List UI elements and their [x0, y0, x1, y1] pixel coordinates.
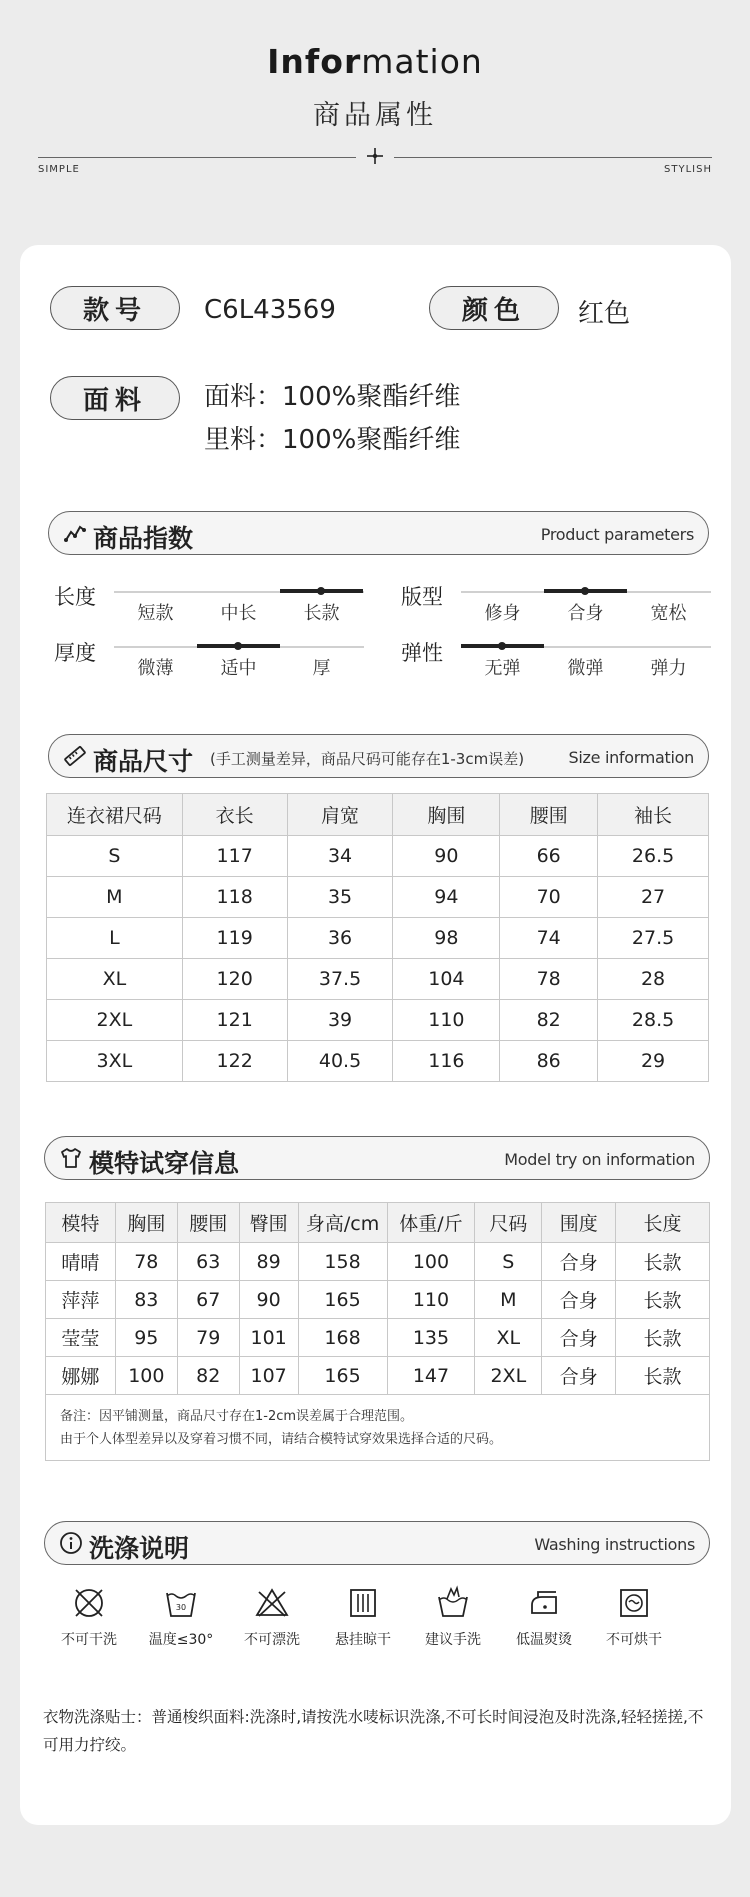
- table-cell: 37.5: [287, 959, 393, 1000]
- param-scale-length: [114, 581, 364, 624]
- scale-option: 合身: [567, 603, 604, 624]
- scale-option: 宽松: [650, 603, 687, 624]
- scale-selected-dot: [581, 587, 589, 595]
- model-table: [45, 1202, 710, 1461]
- table-cell: M: [475, 1281, 542, 1319]
- wash-item: [589, 1585, 679, 1649]
- table-header-cell: 衣长: [182, 794, 287, 836]
- table-cell: 74: [500, 918, 598, 959]
- header-small-left: SIMPLE: [38, 164, 80, 175]
- table-cell: 40.5: [287, 1041, 393, 1082]
- table-cell: 29: [598, 1041, 709, 1082]
- table-header-cell: 胸围: [393, 794, 500, 836]
- table-cell: 2XL: [475, 1357, 542, 1395]
- table-cell: 长款: [616, 1319, 710, 1357]
- table-header-row: [46, 1203, 710, 1243]
- hang-dry-icon: [345, 1585, 381, 1621]
- section-title: 商品指数: [93, 524, 194, 553]
- table-cell: 110: [393, 1000, 500, 1041]
- table-cell: L: [47, 918, 183, 959]
- wash-item: [499, 1585, 589, 1649]
- table-cell: XL: [47, 959, 183, 1000]
- section-en-title: Washing instructions: [534, 1535, 695, 1554]
- wash-label: 不可干洗: [61, 1632, 117, 1648]
- table-cell: 104: [393, 959, 500, 1000]
- section-title: 模特试穿信息: [89, 1149, 240, 1178]
- table-cell: 26.5: [598, 836, 709, 877]
- table-cell: 83: [115, 1281, 177, 1319]
- table-header-cell: 腰围: [177, 1203, 239, 1243]
- table-cell: 90: [239, 1281, 298, 1319]
- hand-wash-icon: [435, 1585, 471, 1621]
- scale-option: 厚: [312, 658, 331, 679]
- color-value: 红色: [578, 299, 631, 329]
- wash-item: [136, 1585, 226, 1649]
- table-cell: 娜娜: [46, 1357, 116, 1395]
- table-header-cell: 模特: [46, 1203, 116, 1243]
- table-cell: 长款: [616, 1281, 710, 1319]
- table-header-cell: 体重/斤: [387, 1203, 475, 1243]
- header-title-light: mation: [361, 42, 483, 81]
- washing-tips: 衣物洗涤贴士：普通梭织面料:洗涤时,请按洗水唛标识洗涤,不可长时间浸泡及时洗涤,轻轻搓搓,不可用力拧绞。: [43, 1708, 704, 1754]
- table-row: [47, 1041, 709, 1082]
- wash-label: 低温熨烫: [516, 1632, 572, 1648]
- table-row: [46, 1281, 710, 1319]
- table-cell: 117: [182, 836, 287, 877]
- table-cell: 165: [298, 1357, 387, 1395]
- table-cell: 120: [182, 959, 287, 1000]
- table-cell: 长款: [616, 1357, 710, 1395]
- table-header-cell: 尺码: [475, 1203, 542, 1243]
- table-cell: 67: [177, 1281, 239, 1319]
- table-cell: 107: [239, 1357, 298, 1395]
- svg-text:30: 30: [175, 1603, 187, 1612]
- table-cell: 119: [182, 918, 287, 959]
- scale-selected-dot: [498, 642, 506, 650]
- wash-item: [227, 1585, 317, 1649]
- table-cell: 168: [298, 1319, 387, 1357]
- table-cell: M: [47, 877, 183, 918]
- table-header-cell: 臀围: [239, 1203, 298, 1243]
- scale-option: 微薄: [137, 658, 174, 679]
- param-scale-thickness: [114, 636, 364, 679]
- scale-option: 中长: [220, 603, 257, 624]
- table-cell: 135: [387, 1319, 475, 1357]
- no-dry-clean-icon: [71, 1585, 107, 1621]
- table-cell: 100: [387, 1243, 475, 1281]
- low-iron-icon: [526, 1585, 562, 1621]
- table-cell: 89: [239, 1243, 298, 1281]
- table-cell: 147: [387, 1357, 475, 1395]
- table-cell: 82: [500, 1000, 598, 1041]
- table-cell: 158: [298, 1243, 387, 1281]
- section-product-parameters: [48, 511, 709, 555]
- table-cell: 98: [393, 918, 500, 959]
- table-cell: 合身: [542, 1319, 616, 1357]
- table-cell: 95: [115, 1319, 177, 1357]
- section-title: 洗涤说明: [89, 1534, 190, 1563]
- table-cell: 27: [598, 877, 709, 918]
- table-row: [47, 877, 709, 918]
- table-cell: 121: [182, 1000, 287, 1041]
- table-cell: S: [475, 1243, 542, 1281]
- table-cell: 165: [298, 1281, 387, 1319]
- wash-item: [318, 1585, 408, 1649]
- table-cell: 116: [393, 1041, 500, 1082]
- section-title: 商品尺寸: [93, 747, 194, 776]
- table-header-cell: 身高/cm: [298, 1203, 387, 1243]
- table-cell: 118: [182, 877, 287, 918]
- table-notes-row: [46, 1395, 710, 1461]
- model-notes-cell: [46, 1395, 710, 1461]
- model-note-2: 由于个人体型差异以及穿着习惯不同，请结合模特试穿效果选择合适的尺码。: [60, 1431, 503, 1447]
- table-row: [47, 836, 709, 877]
- fabric-line-2: 里料：100%聚酯纤维: [204, 425, 461, 455]
- table-cell: 78: [500, 959, 598, 1000]
- table-cell: 晴晴: [46, 1243, 116, 1281]
- color-label: 颜色: [429, 286, 559, 330]
- wash-label: 悬挂晾干: [335, 1632, 391, 1648]
- param-label-length: 长度: [54, 585, 96, 609]
- table-row: [46, 1319, 710, 1357]
- param-scale-elasticity: [461, 636, 711, 679]
- wash-item: [408, 1585, 498, 1649]
- info-icon: [59, 1531, 83, 1555]
- table-cell: 78: [115, 1243, 177, 1281]
- scale-selected-dot: [317, 587, 325, 595]
- table-header-cell: 围度: [542, 1203, 616, 1243]
- wash-item: [44, 1585, 134, 1649]
- table-cell: 合身: [542, 1243, 616, 1281]
- header-small-right: STYLISH: [664, 164, 712, 175]
- table-cell: 合身: [542, 1357, 616, 1395]
- table-row: [47, 918, 709, 959]
- wash-30-icon: [163, 1585, 199, 1621]
- table-row: [46, 1357, 710, 1395]
- section-en-title: Product parameters: [540, 525, 694, 544]
- table-cell: 36: [287, 918, 393, 959]
- table-cell: 28.5: [598, 1000, 709, 1041]
- wash-label: 温度≤30°: [148, 1632, 214, 1648]
- param-scale-fit: [461, 581, 711, 624]
- table-row: [47, 1000, 709, 1041]
- no-tumble-dry-icon: [616, 1585, 652, 1621]
- table-cell: XL: [475, 1319, 542, 1357]
- scale-option: 长款: [303, 603, 340, 624]
- header-title: [0, 42, 750, 81]
- table-cell: S: [47, 836, 183, 877]
- scale-option: 无弹: [484, 658, 521, 679]
- model-note-1: 备注：因平铺测量，商品尺寸存在1-2cm误差属于合理范围。: [60, 1408, 414, 1424]
- scale-option: 适中: [220, 658, 257, 679]
- table-cell: 28: [598, 959, 709, 1000]
- scale-option: 弹力: [650, 658, 687, 679]
- table-cell: 90: [393, 836, 500, 877]
- section-washing-instructions: [44, 1521, 710, 1565]
- wash-label: 不可烘干: [606, 1632, 662, 1648]
- table-header-cell: 连衣裙尺码: [47, 794, 183, 836]
- section-en-title: Model try on information: [504, 1150, 695, 1169]
- scale-option: 短款: [137, 603, 174, 624]
- fabric-label: 面料: [50, 376, 180, 420]
- table-cell: 34: [287, 836, 393, 877]
- table-cell: 70: [500, 877, 598, 918]
- param-label-fit: 版型: [401, 585, 443, 609]
- param-label-thickness: 厚度: [54, 641, 96, 665]
- scale-option: 修身: [484, 603, 521, 624]
- table-header-cell: 袖长: [598, 794, 709, 836]
- table-cell: 66: [500, 836, 598, 877]
- param-label-elasticity: 弹性: [401, 641, 443, 665]
- table-cell: 3XL: [47, 1041, 183, 1082]
- table-cell: 长款: [616, 1243, 710, 1281]
- scale-option: 微弹: [567, 658, 604, 679]
- table-cell: 101: [239, 1319, 298, 1357]
- table-header-cell: 肩宽: [287, 794, 393, 836]
- ruler-icon: [63, 744, 87, 768]
- section-size-information: [48, 734, 709, 778]
- table-cell: 100: [115, 1357, 177, 1395]
- table-header-cell: 长度: [616, 1203, 710, 1243]
- table-row: [47, 959, 709, 1000]
- table-cell: 86: [500, 1041, 598, 1082]
- no-bleach-icon: [254, 1585, 290, 1621]
- size-measure-note: (手工测量差异，商品尺码可能存在1-3cm误差): [210, 750, 525, 768]
- table-cell: 79: [177, 1319, 239, 1357]
- table-row: [46, 1243, 710, 1281]
- style-no-value: C6L43569: [204, 295, 336, 325]
- table-cell: 2XL: [47, 1000, 183, 1041]
- table-cell: 莹莹: [46, 1319, 116, 1357]
- table-header-row: [47, 794, 709, 836]
- wash-label: 不可漂洗: [244, 1632, 300, 1648]
- table-cell: 萍萍: [46, 1281, 116, 1319]
- style-no-label: 款号: [50, 286, 180, 330]
- table-cell: 35: [287, 877, 393, 918]
- wash-label: 建议手洗: [425, 1632, 481, 1648]
- table-cell: 合身: [542, 1281, 616, 1319]
- table-header-cell: 胸围: [115, 1203, 177, 1243]
- table-cell: 110: [387, 1281, 475, 1319]
- section-model-information: [44, 1136, 710, 1180]
- table-cell: 63: [177, 1243, 239, 1281]
- table-cell: 94: [393, 877, 500, 918]
- table-cell: 39: [287, 1000, 393, 1041]
- table-cell: 122: [182, 1041, 287, 1082]
- table-cell: 27.5: [598, 918, 709, 959]
- info-card: [20, 245, 731, 1825]
- cross-ornament-icon: [366, 147, 384, 165]
- scale-selected-dot: [234, 642, 242, 650]
- table-cell: 82: [177, 1357, 239, 1395]
- header-subtitle: 商品属性: [313, 100, 437, 131]
- header-divider-right: [394, 157, 712, 158]
- fabric-line-1: 面料：100%聚酯纤维: [204, 382, 461, 412]
- header-divider-left: [38, 157, 356, 158]
- section-en-title: Size information: [568, 748, 694, 767]
- header-title-bold: Infor: [267, 42, 362, 81]
- tshirt-icon: [59, 1146, 83, 1170]
- size-table: [46, 793, 709, 1082]
- table-header-cell: 腰围: [500, 794, 598, 836]
- trend-chart-icon: [63, 521, 87, 545]
